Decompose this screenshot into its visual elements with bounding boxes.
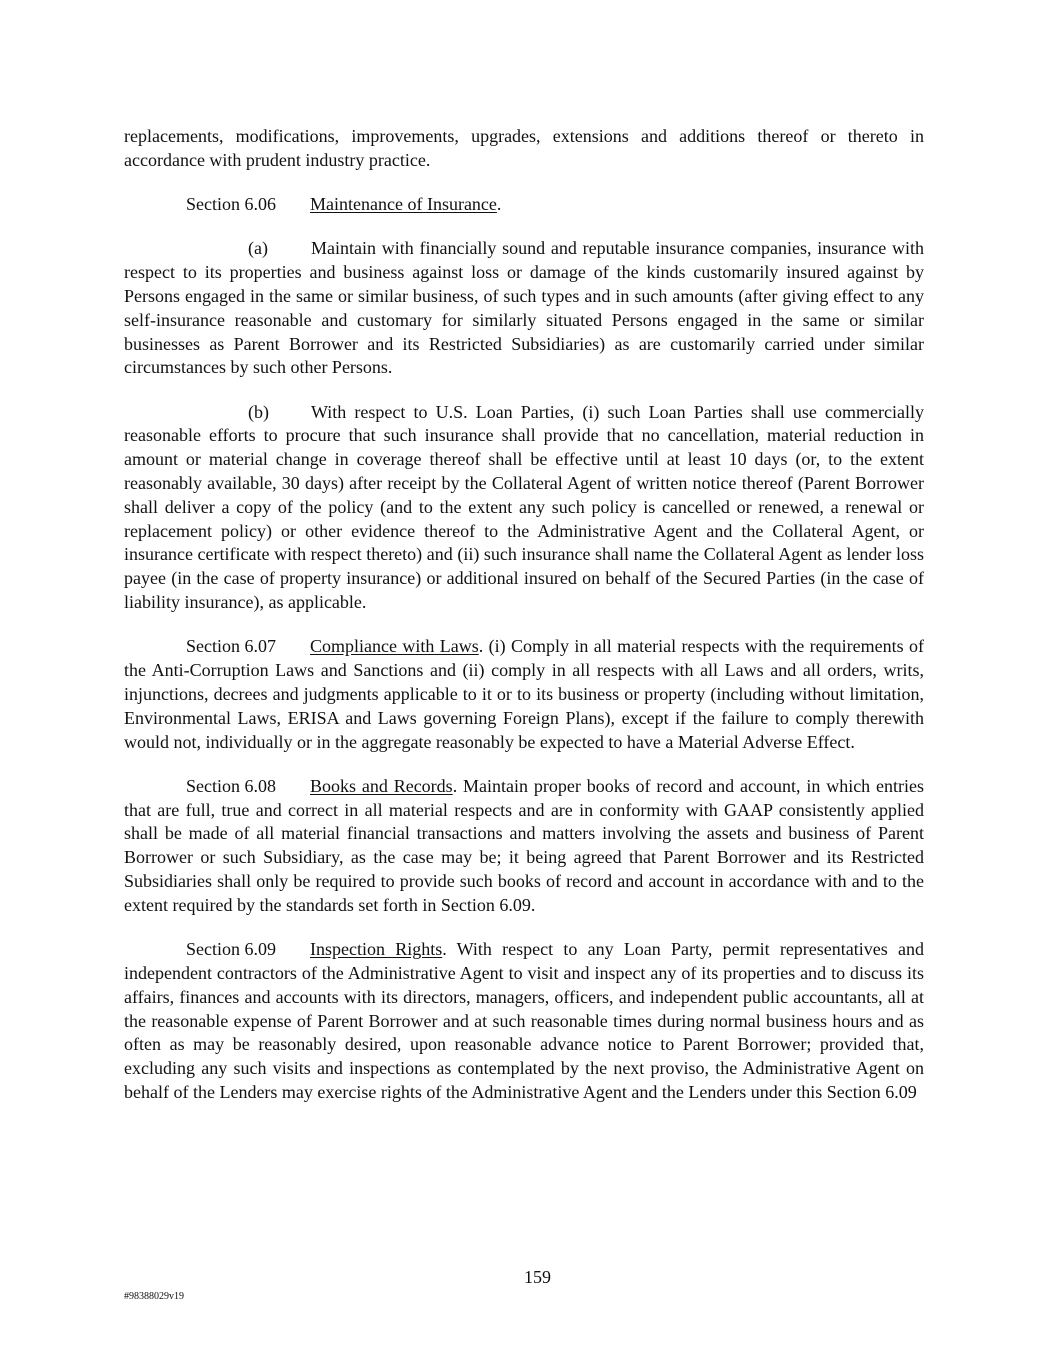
section-title-period: . [496,194,502,215]
section-6-06-a-paragraph [124,237,924,380]
section-6-06-heading [124,193,924,217]
section-title: Books and Records [310,775,453,796]
clause-label: (a) [248,238,268,259]
section-number: Section 6.06 [186,194,276,215]
section-number: Section 6.07 [186,636,276,657]
document-id: #98388029v19 [124,1291,184,1302]
section-title: Maintenance of Insurance [310,194,497,215]
section-number: Section 6.08 [186,775,276,796]
section-text: . Maintain proper books of record and account, in which entries that are full, true and correct in all material respects and are in conformity with GAAP consistently applied shall be made of all material financial transactions and matters involving the assets and business of Parent Borrower or such Subsidiary, as the case may be; it being agreed that Parent Borrower and its Restricted Subsidiaries shall only be required to provide such books of record and account in accordance with and to the extent required by the standards set forth in Section 6.09. [124,775,925,915]
section-6-07-paragraph [124,635,924,754]
document-page [124,125,924,1125]
clause-label: (b) [248,401,269,422]
section-6-08-paragraph [124,775,924,918]
clause-text: Maintain with financially sound and reputable insurance companies, insurance with respect to its properties and business against loss or damage of the kinds customarily insured against by Persons engaged in the same or similar business, of such types and in such amounts (after giving effect to any self-insurance reasonable and customary for similarly situated Persons engaged in the same or similar businesses as Parent Borrower and its Restricted Subsidiaries) as are customarily carried under similar circumstances by such other Persons. [124,238,924,378]
clause-text: With respect to U.S. Loan Parties, (i) such Loan Parties shall use commercially reasonable efforts to procure that such insurance shall provide that no cancellation, material reduction in amount or material change in coverage thereof shall be effective until at least 10 days (or, to the extent reasonably available, 30 days) after receipt by the Collateral Agent of written notice thereof (Parent Borrower shall deliver a copy of the policy (and to the extent any such policy is cancelled or renewed, a renewal or replacement policy) or other evidence thereof to the Administrative Agent and the Collateral Agent, or insurance certificate with respect thereto) and (ii) such insurance shall name the Collateral Agent as lender loss payee (in the case of property insurance) or additional insured on behalf of the Secured Parties (in the case of liability insurance), as applicable. [124,401,924,613]
section-6-06-b-paragraph [124,401,924,615]
section-text: . With respect to any Loan Party, permit representatives and independent contractors of the Administrative Agent to visit and inspect any of its properties and to discuss its affairs, finances and accounts with its directors, managers, officers, and independent public accountants, all at the reasonable expense of Parent Borrower and at such reasonable times during normal business hours and as often as may be reasonably desired, upon reasonable advance notice to Parent Borrower; provided that, excluding any such visits and inspections as contemplated by the next proviso, the Administrative Agent on behalf of the Lenders may exercise rights of the Administrative Agent and the Lenders under this Section 6.09 [124,939,924,1102]
section-title: Compliance with Laws [310,636,479,657]
section-title: Inspection Rights [310,939,443,960]
continuation-paragraph: replacements, modifications, improvements, upgrades, extensions and additions thereof or thereto in accordance with prudent industry practice. [124,126,924,170]
page-number: 159 [524,1267,551,1287]
section-text: . (i) Comply in all material respects with the requirements of the Anti-Corruption Laws and Sanctions and (ii) comply in all respects with all Laws and all orders, writs, injunctions, decrees and judgments applicable to it or to its business or property (including without limitation, Environmental Laws, ERISA and Laws governing Foreign Plans), except if the failure to comply therewith would not, individually or in the aggregate reasonably be expected to have a Material Adverse Effect. [124,636,924,752]
section-number: Section 6.09 [186,939,276,960]
section-6-09-paragraph [124,938,924,1105]
